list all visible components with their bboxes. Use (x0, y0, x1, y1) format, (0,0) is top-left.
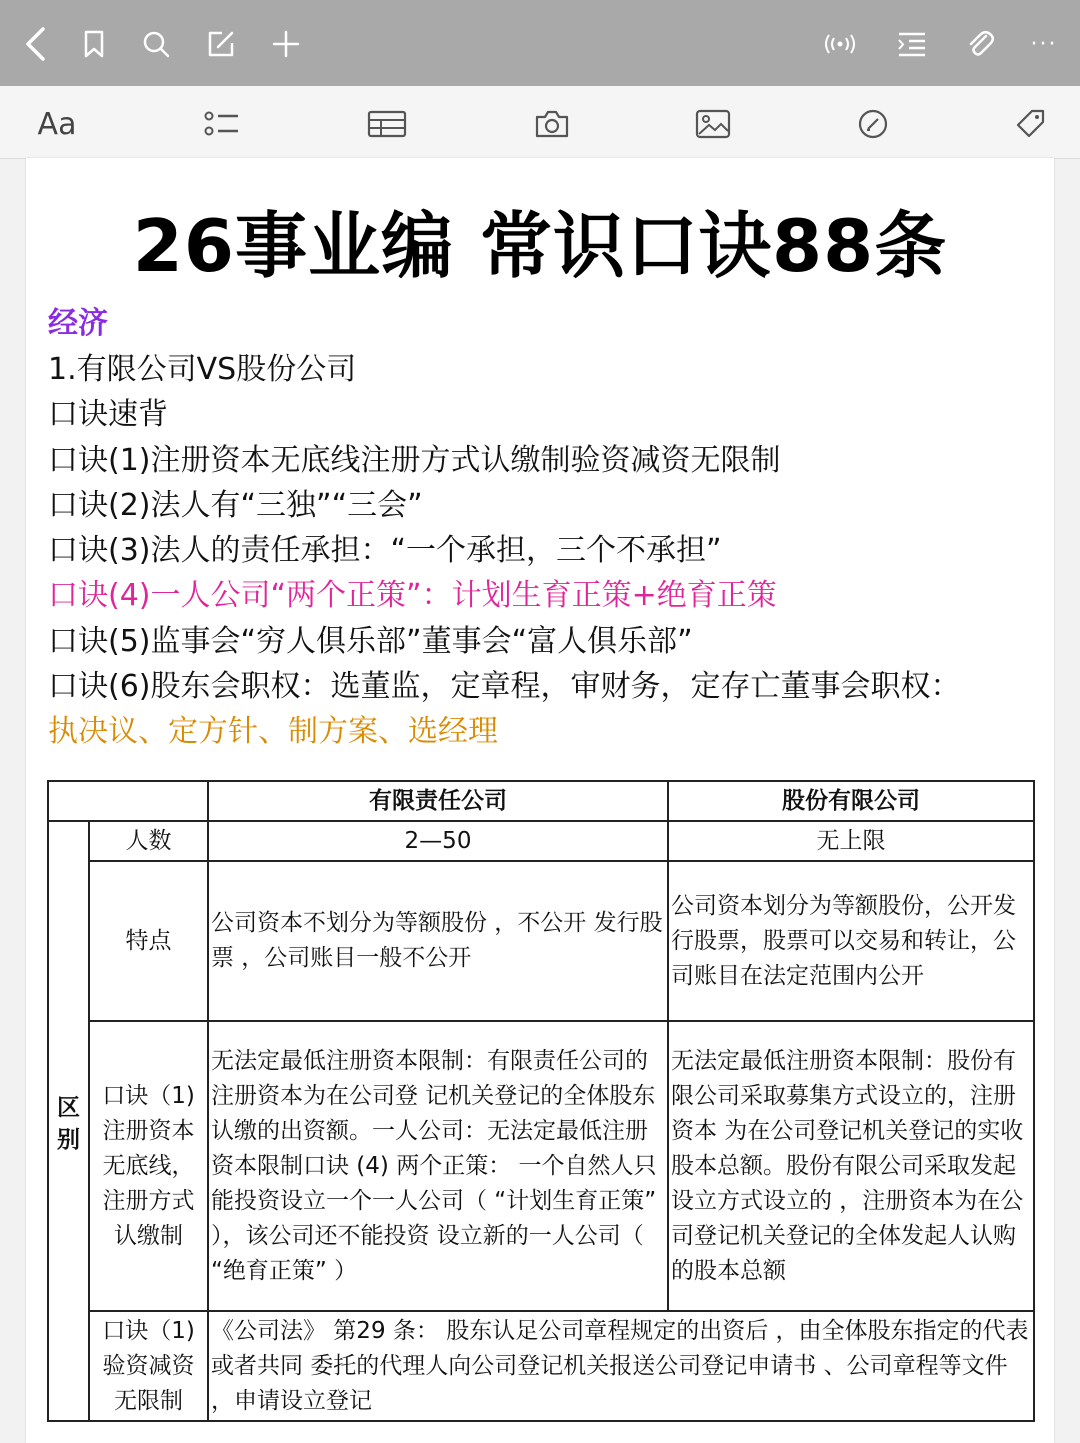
edit-icon[interactable] (199, 22, 243, 66)
row-label: 口诀（1)注册资本无底线，注册方式 认缴制 (102, 1082, 195, 1249)
broadcast-icon[interactable] (818, 22, 862, 66)
table-cell: 无法定最低注册资本限制：股份有限公司采取募集方式设立的，注册资本 为在公司登记机关登记的实收股本总额。股份有限公司采取发起设立方式设立的 ，注册资本为在公司登记机关登记的全体发起人认购的股本总额 (671, 1047, 1024, 1284)
section-heading: 经济 (48, 306, 108, 341)
note-document[interactable] (26, 158, 1054, 1443)
table-cell: 无上限 (668, 821, 1034, 861)
table-cell: 2—50 (208, 821, 668, 861)
attachment-icon[interactable] (958, 22, 1002, 66)
text-line: 口诀(1)注册资本无底线注册方式认缴制验资减资无限制 (48, 443, 781, 478)
text-format-button[interactable] (34, 102, 80, 146)
pen-icon[interactable] (851, 102, 895, 146)
format-toolbar (0, 86, 1080, 159)
text-line: 口诀(6)股东会职权：选董监，定章程，审财务，定存亡董事会职权： (48, 669, 961, 704)
group-label: 区别 (48, 821, 89, 1421)
table-icon[interactable] (365, 102, 409, 146)
text-line-highlight: 执决议、定方针、制方案、选经理 (48, 714, 498, 749)
table-cell-merged: 《公司法》 第29 条： 股东认足公司章程规定的出资后 ，由全体股东指定的代表或者共同 委托的代理人向公司登记机关报送公司登记申请书 、公司章程等文件 ，申请设立登记 (211, 1317, 1029, 1414)
list-icon[interactable] (890, 22, 934, 66)
table-cell: 公司资本划分为等额股份，公开发行股票，股票可以交易和转让，公司账目在法定范围内公开 (671, 892, 1016, 989)
checklist-icon[interactable] (200, 102, 244, 146)
table-corner-cell (48, 781, 208, 821)
text-line: 口诀(3)法人的责任承担：“一个承担，三个不承担” (48, 533, 722, 568)
column-header-limited: 有限责任公司 (208, 781, 668, 821)
row-label: 特点 (89, 861, 208, 1021)
image-icon[interactable] (691, 102, 735, 146)
top-bar (0, 0, 1080, 86)
row-label: 口诀（1)验资减资无限制 (102, 1317, 195, 1414)
comparison-table (47, 780, 1035, 1422)
text-line: 口诀(5)监事会“穷人俱乐部”董事会“富人俱乐部” (48, 624, 693, 659)
text-line-highlight: 口诀(4)一人公司“两个正策”：计划生育正策+绝育正策 (48, 578, 777, 613)
column-header-joint: 股份有限公司 (668, 781, 1034, 821)
search-icon[interactable] (134, 22, 178, 66)
tag-icon[interactable] (1008, 102, 1052, 146)
camera-icon[interactable] (530, 102, 574, 146)
table-cell: 无法定最低注册资本限制：有限责任公司的注册资本为在公司登 记机关登记的全体股东认缴的出资额。一人公司：无法定最低注册资本限制口诀 (4) 两个正策： 一个自然人只能投资设立一个一人公司（ “计划生育正策” ），该公司还不能投资 设立新的一人公司（ “绝育正策” ） (211, 1047, 657, 1284)
table-cell: 公司资本不划分为等额股份 ，不公开 发行股票 ，公司账目一般不公开 (211, 910, 663, 971)
text-line: 口诀(2)法人有“三独”“三会” (48, 488, 423, 523)
text-format-label: Aa (37, 106, 77, 142)
text-line: 口诀速背 (48, 397, 168, 432)
bookmark-icon[interactable] (72, 22, 116, 66)
text-line: 1.有限公司VS股份公司 (48, 352, 357, 387)
note-title: 26事业编 常识口诀88条 (132, 204, 948, 288)
back-icon[interactable] (14, 22, 58, 66)
row-label: 人数 (89, 821, 208, 861)
more-icon[interactable]: ··· (1030, 31, 1058, 57)
add-icon[interactable] (264, 22, 308, 66)
